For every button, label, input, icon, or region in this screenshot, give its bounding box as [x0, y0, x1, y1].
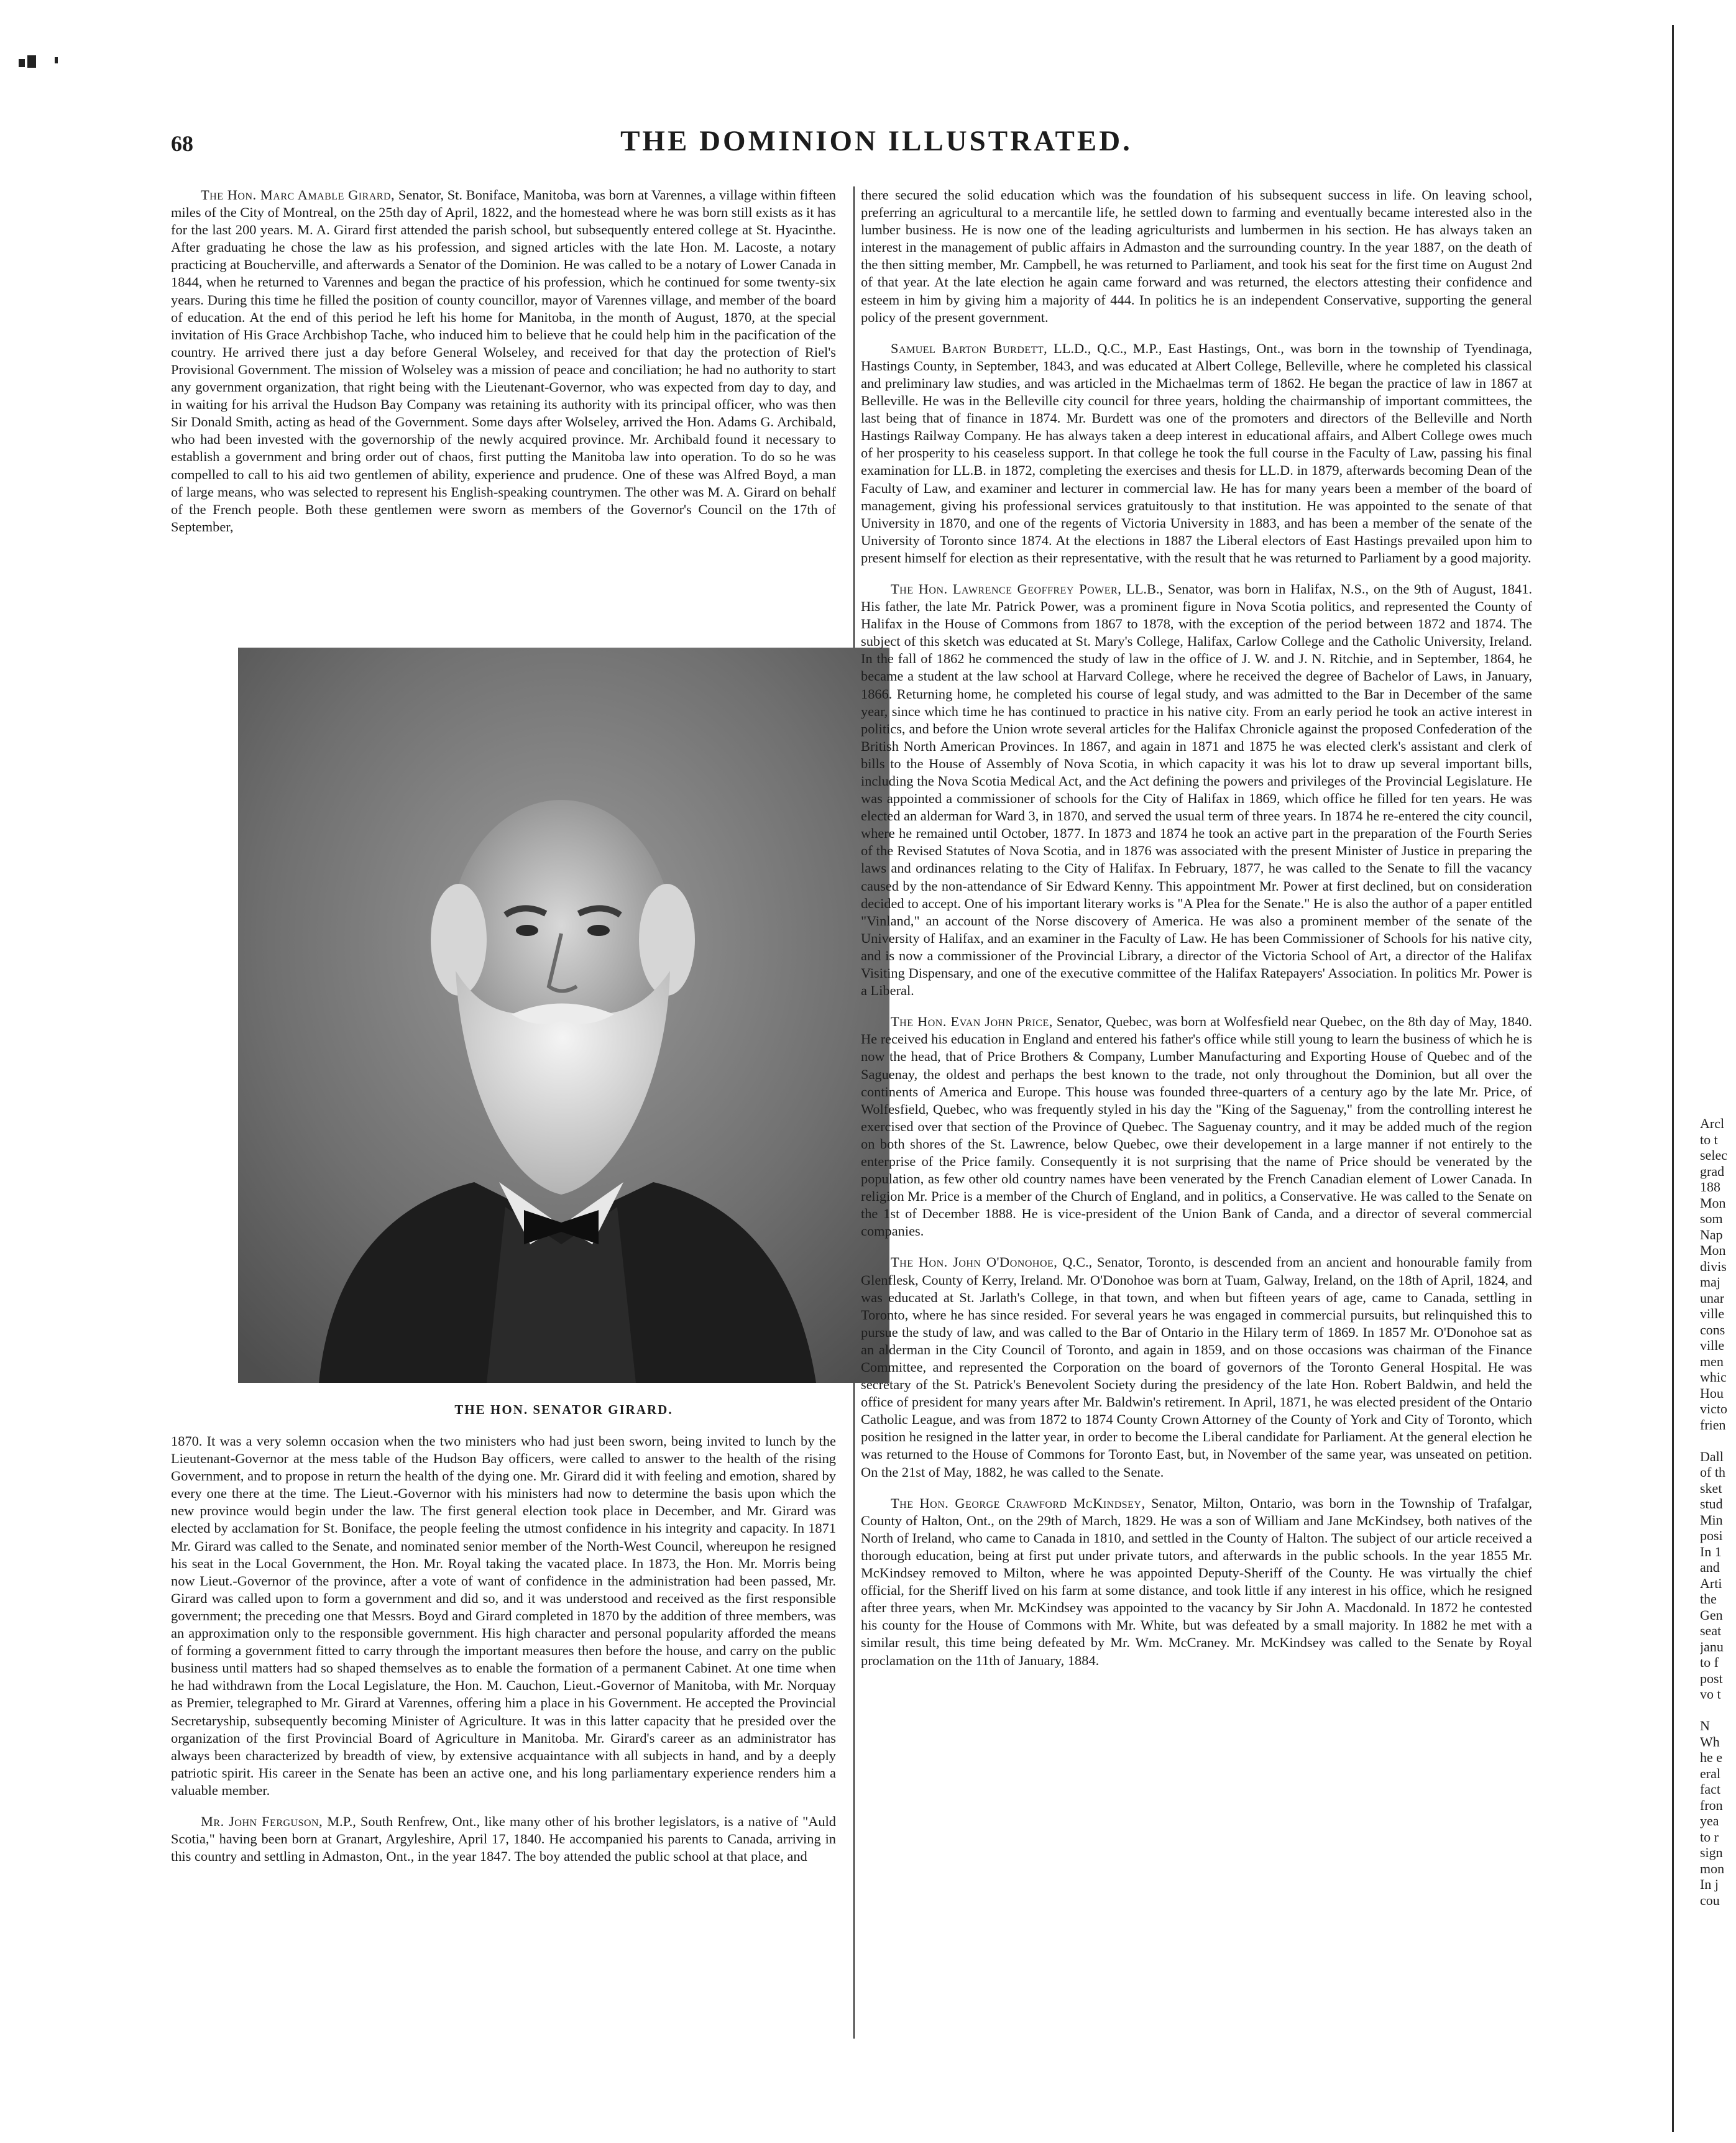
fragment-line: seat — [1700, 1623, 1722, 1638]
article-paragraph — [861, 186, 1532, 326]
fragment-line: unar — [1700, 1290, 1725, 1306]
article-paragraph — [861, 1495, 1532, 1669]
person-name: The Hon. Evan John Price, — [891, 1014, 1053, 1030]
fragment-line: divis — [1700, 1258, 1727, 1274]
scan-mark — [55, 57, 58, 63]
right-column — [861, 186, 1532, 1683]
fragment-line: ville — [1700, 1338, 1725, 1353]
masthead-title: THE DOMINION ILLUSTRATED. — [620, 125, 1132, 157]
fragment-line: Min — [1700, 1512, 1723, 1528]
portrait-photograph — [238, 648, 889, 1383]
paragraph-text: Senator, Milton, Ontario, was born in the Township of Trafalgar, County of Halton, Ont., on the 29th of March, 1829. He was a son of William and Jane McKindsey, both natives of the North of Ireland, who came to Canada in 1810, and settled in the County of Halton. The subject of our article received a thorough education, being at first put under private tutors, and afterwards in the public schools. In the year 1855 Mr. McKindsey removed to Milton, where he was appointed Deputy-Sheriff of the County. He was virtually the chief official, for the Sheriff lived on his farm at some distance, and took little if any interest in his office, which he resigned after three years, when Mr. McKindsey was appointed to the vacancy by Sir John A. Macdonald. In 1872 he contested his county for the House of Commons with Mr. White, but was defeated by a small majority. In 1882 he met with a similar result, this time being defeated by Mr. Wm. McCraney. Mr. McKindsey was called to the Senate by Royal proclamation on the 11th of January, 1884. — [861, 1495, 1532, 1668]
fragment-line: fact — [1700, 1781, 1720, 1797]
article-paragraph — [171, 1433, 836, 1799]
fragment-line: janu — [1700, 1638, 1724, 1654]
fragment-line: Nap — [1700, 1226, 1723, 1242]
paragraph-text: Senator, St. Boniface, Manitoba, was born at Varennes, a village within fifteen miles of the City of Montreal, on the 25th day of April, 1822, and the homestead where he was born still exists as it has for the last 200 years. M. A. Girard first attended the parish school, but subsequently entered college at St. Hyacinthe. After graduating he chose the law as his profession, and signed articles with the late Hon. M. Lacoste, a notary practicing at Boucherville, and afterwards a Senator of the Dominion. He was called to be a notary of Lower Canada in 1844, when he returned to Varennes and began the practice of his profession, which he continued for some twenty-six years. During this time he filled the position of county councillor, mayor of Varennes village, and member of the board of education. At the end of this period he left his home for Manitoba, in the month of August, 1870, at the special invitation of His Grace Archbishop Tache, who induced him to believe that he could help him in the pacification of the country. He arrived there just a day before General Wolseley, and received for that day the protection of Riel's Provisional Government. The mission of Wolseley was a mission of peace and conciliation; he had no authority to start any government organization, that right being with the Lieutenant-Governor, who was expected from day to day, and in waiting for his arrival the Hudson Bay Company was retaining its authority with its principal officer, who was then Sir Donald Smith, acting as head of the Government. Some days after Wolseley, arrived the Hon. Adams G. Archibald, who had been invested with the governorship of the newly acquired province. Mr. Archibald found it necessary to establish a government and bring order out of chaos, first putting the Manitoba law into operation. To do so he was compelled to call to his aid two gentlemen of ability, experience and prudence. One of these was Alfred Boyd, a man of large means, who was selected to represent his English-speaking countrymen. The other was M. A. Girard on behalf of the French people. Both these gentlemen were sworn as members of the Governor's Council on the 17th of September, — [171, 187, 836, 535]
article-paragraph — [861, 1254, 1532, 1480]
article-paragraph — [861, 340, 1532, 567]
fragment-line: post — [1700, 1670, 1723, 1686]
person-name: The Hon. Marc Amable Girard, — [201, 187, 395, 203]
fragment-line: whic — [1700, 1369, 1727, 1385]
fragment-line: Mon — [1700, 1195, 1726, 1211]
paragraph-text: 1870. It was a very solemn occasion when the two ministers who had just been sworn, being invited to lunch by the Lieutenant-Governor at the mess table of the Hudson Bay officers, were called to answer to the health of the rising Government, and to propose in return the health of the dying one. Mr. Girard did it with feeling and emotion, shared by every one there at the time. The Lieut.-Governor with his ministers had now to determine the basis upon which the new province would begin under the law. The first general election took place in December, and Mr. Girard was elected by acclamation for St. Boniface, the people feeling the utmost confidence in his integrity and capacity. In 1871 Mr. Girard was called to the Senate, and nominated senior member of the North-West Council, whereupon he resigned his seat in the Local Government, the Hon. Mr. Royal taking the vacated place. In 1873, the Hon. Mr. Morris being now Lieut.-Governor of the province, after a vote of want of confidence in the administration had been passed, Mr. Girard was called upon to form a government and did so, and it was understood and received as the first responsible government; the preceding one that Messrs. Boyd and Girard completed in 1870 by the addition of three members, was an approximation only to the responsible government. His high character and personal popularity afforded the means of forming a government fitted to carry through the important measures then before the house, and carry on the public business until matters had so shaped themselves as to enable the formation of a permanent Cabinet. At one time when he had withdrawn from the Local Legislature, the Hon. M. Cauchon, Lieut.-Governor of Manitoba, with Mr. Norquay as Premier, telegraphed to Mr. Girard at Varennes, offering him a place in his Government. He accepted the Provincial Secretaryship, subsequently becoming Minister of Agriculture. It was in this latter capacity that he presided over the organization of the first Provincial Board of Agriculture in Manitoba. Mr. Girard's career as an administrator has always been characterized by breadth of view, by extensive acquaintance with all subjects in hand, and by a deeply patriotic spirit. His career in the Senate has been an active one, and his long parliamentary experience renders him a valuable member. — [171, 1433, 836, 1798]
article-paragraph — [861, 580, 1532, 999]
fragment-line: and — [1700, 1559, 1720, 1575]
fragment-line: Hou — [1700, 1385, 1724, 1401]
fragment-line: In 1 — [1700, 1543, 1722, 1559]
person-name: Mr. John Ferguson, — [201, 1813, 323, 1829]
fragment-line: Arcl — [1700, 1116, 1725, 1131]
paragraph-text: Senator, Quebec, was born at Wolfesfield near Quebec, on the 8th day of May, 1840. He received his education in England and entered his father's office while still young to learn the business of which he is now the head, that of Price Brothers & Company, Lumber Manufacturing and Exporting House of Quebec and of the Saguenay, the oldest and perhaps the best known to the trade, not only throughout the Dominion, but all over the continents of America and Europe. This house was founded three-quarters of a century ago by the late Mr. Price, of Wolfesfield, Quebec, who was frequently styled in his day the "King of the Saguenay," from the controlling interest he exercised over that section of the Province of Quebec. The Saguenay country, and it may be added much of the region on both shores of the St. Lawrence, below Quebec, owe their developement in a large manner if not entirely to the enterprise of the Price family. Consequently it is not surprising that the name of Price should be venerated by the population, as few other old country names have been venerated by the French Canadian element of Lower Canada. In religion Mr. Price is a member of the Church of England, and in politics, a Conservative. He was called to the Senate on the 1st of December 1888. He is vice-president of the Union Bank of Canda, and a director of several commercial companies. — [861, 1014, 1532, 1239]
paragraph-text: LL.B., Senator, was born in Halifax, N.S., on the 9th of August, 1841. His father, the late Mr. Patrick Power, was a prominent figure in Nova Scotia politics, and represented the County of Halifax in the House of Commons from 1867 to 1878, with the exception of the period between 1872 and 1874. The subject of this sketch was educated at St. Mary's College, Halifax, Carlow College and the Catholic University, Ireland. In the fall of 1862 he commenced the study of law in the office of J. W. and J. N. Ritchie, and in September, 1864, he became a student at the law school at Harvard College, where he received the degree of Bachelor of Laws, in January, 1866. Returning home, he completed his course of legal study, and was admitted to the Bar in December of the same year, since which time he has continued to practice in his native city. From an early period he took an active interest in politics, and before the Union wrote several articles for the Halifax Chronicle against the proposed Confederation of the British North American Provinces. In 1867, and again in 1871 and 1875 he was elected clerk's assistant and clerk of bills to the House of Assembly of Nova Scotia, in which capacity it was his lot to draw up several important bills, including the Nova Scotia Medical Act, and the Act defining the powers and privileges of the Provincial Legislature. He was appointed a commissioner of schools for the City of Halifax in 1869, which office he filled for ten years. He was elected an alderman for Ward 3, in 1870, and served the usual term of three years. In 1874 he re-entered the city council, where he remained until October, 1877. In 1873 and 1874 he took an active part in the preparation of the Fourth Series of the Revised Statutes of Nova Scotia, and in 1876 was associated with the present Minister of Justice in preparing the laws and ordinances relating to the City of Halifax. In February, 1877, he was called to the Senate to fill the vacancy caused by the non-attendance of Sir Edward Kenny. This appointment Mr. Power at first declined, but on consideration decided to accept. One of his important literary works is "A Plea for the Senate." He is also the author of a paper entitled "Vinland," an account of the Norse discovery of America. He was also a prominent member of the senate of the University of Halifax, and an examiner in the Faculty of Law. He has been Commissioner of Schools for his native city, and is now a commissioner of the Provincial Library, a director of the Victoria School of Art, a director of the Halifax Visiting Dispensary, and one of the executive committee of the Halifax Ratepayers' Association. In politics Mr. Power is a Liberal. — [861, 580, 1532, 999]
paragraph-text: M.P., South Renfrew, Ont., like many other of his brother legislators, is a native of "Auld Scotia," having been born at Granart, Argyleshire, April 17, 1840. He accompanied his parents to Canada, arriving in this country and settling in Admaston, Ont., in the year 1847. The boy attended the public school at that place, and — [171, 1813, 836, 1865]
fragment-line: of th — [1700, 1464, 1725, 1480]
article-paragraph — [171, 186, 836, 536]
person-name: The Hon. John O'Donohoe, — [891, 1254, 1058, 1270]
fragment-line: yea — [1700, 1813, 1719, 1829]
fragment-line: sket — [1700, 1480, 1722, 1496]
fragment-line: Arti — [1700, 1575, 1722, 1591]
portrait-illustration — [238, 648, 889, 1383]
portrait-caption: THE HON. SENATOR GIRARD. — [454, 1402, 673, 1417]
paragraph-text: Q.C., Senator, Toronto, is descended from an ancient and honourable family from Glenflesk, County of Kerry, Ireland. Mr. O'Donohoe was born at Tuam, Galway, Ireland, on the 18th of April, 1824, and was educated at St. Jarlath's College, in that town, and when but fifteen years of age, came to Canada, settling in Toronto, where he has since resided. For several years he was engaged in commercial pursuits, but relinquished this to pursue the study of law, and was called to the Bar of Ontario in the Hilary term of 1869. In 1857 Mr. O'Donohoe sat as an alderman in the City Council of Toronto, and again in 1859, and on those occasions was chairman of the Finance Committee, and represented the Corporation on the board of governors of the Toronto General Hospital. He was secretary of the St. Patrick's Benevolent Society during the presidency of the late Hon. Robert Baldwin, and held the office of president for many years after Mr. Baldwin's retirement. In April, 1871, he was elected president of the Ontario Catholic League, and was from 1872 to 1874 County Crown Attorney of the County of York and City of Toronto, which position he resigned in the latter year, in order to become the Liberal candidate for Parliament. At the general election he was returned to the House of Commons for Toronto East, but, in November of the same year, was unseated on petition. On the 21st of May, 1882, he was called to the Senate. — [861, 1254, 1532, 1480]
person-name: The Hon. Lawrence Geoffrey Power, — [891, 580, 1122, 597]
left-column-bottom — [171, 1433, 836, 1879]
left-column-top — [171, 186, 836, 549]
fragment-line: selec — [1700, 1147, 1727, 1163]
fragment-line: maj — [1700, 1274, 1720, 1290]
paragraph-text: LL.D., Q.C., M.P., East Hastings, Ont., was born in the township of Tyendinaga, Hastings County, in September, 1843, and was educated at Albert College, Belleville, where he completed his classical and preliminary law studies, and was articled in the Michaelmas term of 1862. He began the practice of law in 1867 at Belleville. He was in the Belleville city council for three years, holding the chairmanship of important committees, the last being that of finance in 1874. Mr. Burdett was one of the promoters and directors of the Belleville and North Hastings Railway Company. He has always taken a deep interest in educational affairs, and Albert College owes much of her prosperity to his ceaseless support. In that college he took the full course in the Faculty of Law, passing his final examination for LL.B. in 1872, completing the exercises and thesis for LL.D. in 1879, afterwards becoming Dean of the Faculty of Law, and examiner and lecturer in commercial law. He has for many years been a member of the board of management, giving his professional services gratuitously to that institution. He was appointed to the senate of that University in 1870, and one of the regents of Victoria University in 1883, and has been a member of the senate of the University of Toronto since 1874. At the elections in 1887 the Liberal electors of East Hastings prevailed upon him to present himself for election as their representative, with the result that he was returned to Parliament by a good majority. — [861, 340, 1532, 566]
fragment-line: posi — [1700, 1528, 1723, 1543]
fragment-line: sign — [1700, 1845, 1723, 1860]
fragment-line: cons — [1700, 1321, 1725, 1338]
fragment-line: Dall — [1700, 1448, 1724, 1464]
article-paragraph — [171, 1813, 836, 1865]
page-edge-rule — [1672, 25, 1674, 2132]
fragment-line: Gen — [1700, 1607, 1723, 1623]
fragment-line: stud — [1700, 1496, 1723, 1512]
fragment-line: to f — [1700, 1654, 1719, 1670]
fragment-line: eral — [1700, 1765, 1720, 1781]
fragment-line: ville — [1700, 1306, 1725, 1321]
fragment-line: to t — [1700, 1131, 1718, 1147]
fragment-line: N — [1700, 1718, 1710, 1733]
person-name: The Hon. George Crawford McKindsey, — [891, 1495, 1146, 1511]
fragment-line: frien — [1700, 1416, 1726, 1433]
scan-mark — [27, 55, 36, 68]
fragment-line: men — [1700, 1353, 1724, 1369]
fragment-line: fron — [1700, 1797, 1723, 1813]
fragment-line: In j — [1700, 1876, 1719, 1892]
fragment-line: vo t — [1700, 1686, 1721, 1702]
fragment-line: Wh — [1700, 1733, 1720, 1750]
fragment-line: cou — [1700, 1892, 1720, 1908]
fragment-line: som — [1700, 1211, 1723, 1226]
facing-page-fragments — [1700, 1116, 1736, 1908]
fragment-line: 188 — [1700, 1179, 1720, 1195]
person-name: Samuel Barton Burdett, — [891, 340, 1048, 356]
paragraph-text: there secured the solid education which was the foundation of his subsequent success in life. On leaving school, preferring an agricultural to a mercantile life, he settled down to farming and eventually became interested also in the lumber business. He is now one of the leading agriculturists and lumbermen in his section. He has always taken an interest in the management of public affairs in Admaston and the surrounding country. In the year 1887, on the death of the then sitting member, Mr. Campbell, he was returned to Parliament, and took his seat for the first time on August 2nd of that year. At the late election he again came forward and was returned, the electors attesting their confidence and esteem in him by giving him a majority of 444. In politics he is an independent Conservative, supporting the general policy of the present government. — [861, 187, 1532, 325]
fragment-line — [1700, 1702, 1736, 1719]
fragment-line: the — [1700, 1591, 1717, 1607]
fragment-line: Mon — [1700, 1242, 1726, 1258]
fragment-line: to r — [1700, 1829, 1719, 1845]
fragment-line: grad — [1700, 1163, 1725, 1179]
fragment-line — [1700, 1433, 1736, 1449]
article-paragraph — [861, 1013, 1532, 1240]
scan-mark — [19, 59, 25, 67]
fragment-line: he e — [1700, 1750, 1723, 1765]
page-number: 68 — [171, 131, 193, 156]
fragment-line: mon — [1700, 1860, 1725, 1876]
fragment-line: victo — [1700, 1401, 1727, 1416]
